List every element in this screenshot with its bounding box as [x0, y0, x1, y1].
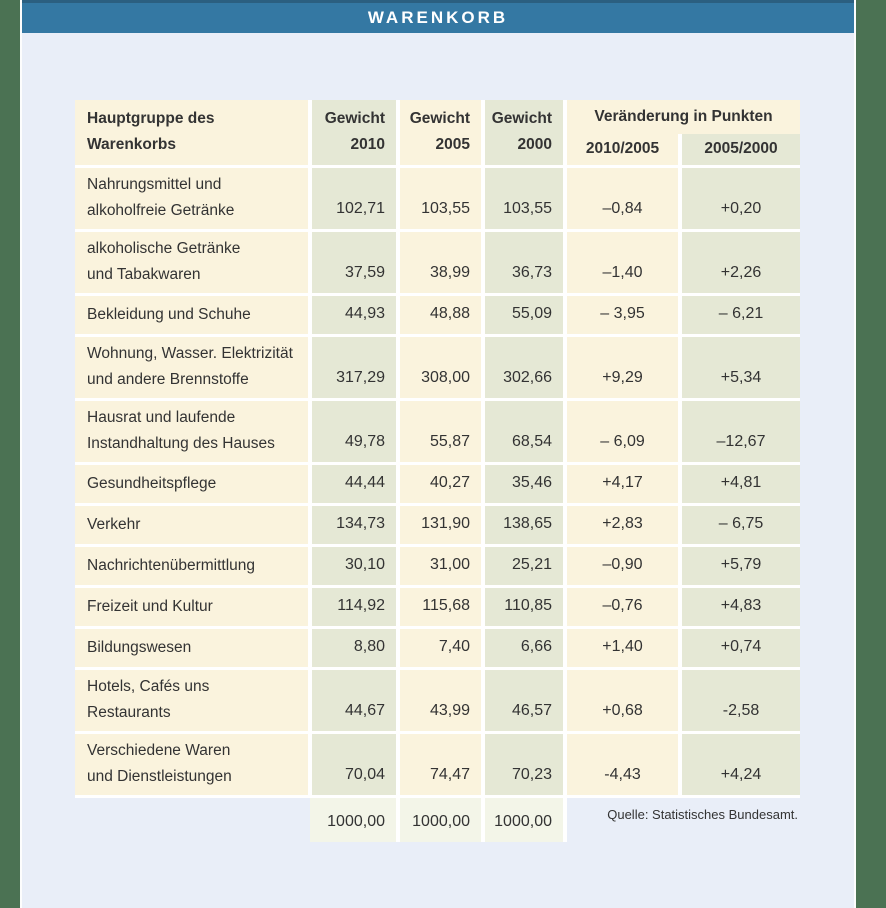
table-row — [75, 732, 800, 796]
cell-gewicht-2000: 35,46 — [483, 463, 565, 504]
cell-change-2010-2005: –0,90 — [565, 545, 680, 586]
cell-gewicht-2000: 70,23 — [483, 732, 565, 796]
cell-gewicht-2000: 36,73 — [483, 230, 565, 294]
table-row — [75, 586, 800, 627]
cell-change-2005-2000: – 6,75 — [680, 504, 800, 545]
cell-gewicht-2005: 38,99 — [398, 230, 483, 294]
row-label-line1: Nachrichtenübermittlung — [87, 556, 256, 574]
cell-gewicht-2010: 134,73 — [310, 504, 398, 545]
row-label — [75, 668, 310, 732]
row-label-line2: und Dienstleistungen — [87, 768, 232, 785]
table-row — [75, 166, 800, 230]
cell-gewicht-2010: 102,71 — [310, 166, 398, 230]
cell-gewicht-2005: 48,88 — [398, 294, 483, 335]
cell-gewicht-2000: 138,65 — [483, 504, 565, 545]
row-label-line1: Bekleidung und Schuhe — [87, 305, 251, 323]
right-edge-decoration — [854, 0, 886, 908]
total-gewicht-2005: 1000,00 — [398, 796, 483, 842]
total-row-empty — [75, 796, 310, 842]
cell-gewicht-2010: 37,59 — [310, 230, 398, 294]
row-label — [75, 335, 310, 399]
row-label — [75, 586, 310, 627]
cell-change-2010-2005: +9,29 — [565, 335, 680, 399]
cell-gewicht-2000: 103,55 — [483, 166, 565, 230]
table-row — [75, 668, 800, 732]
row-label — [75, 166, 310, 230]
cell-gewicht-2005: 308,00 — [398, 335, 483, 399]
cell-gewicht-2000: 68,54 — [483, 399, 565, 463]
cell-gewicht-2010: 30,10 — [310, 545, 398, 586]
source-note: Quelle: Statistisches Bundesamt. — [607, 806, 798, 822]
row-label-line2: und Tabakwaren — [87, 266, 201, 283]
cell-gewicht-2005: 7,40 — [398, 627, 483, 668]
cell-change-2005-2000: +4,24 — [680, 732, 800, 796]
cell-gewicht-2000: 302,66 — [483, 335, 565, 399]
row-label-line1: Gesundheitspflege — [87, 474, 217, 492]
header-hauptgruppe — [75, 100, 310, 166]
table-row — [75, 335, 800, 399]
row-label — [75, 732, 310, 796]
header-year-2000: 2000 — [517, 136, 552, 154]
cell-change-2010-2005: –1,40 — [565, 230, 680, 294]
header-veraenderung: Veränderung in Punkten — [565, 100, 800, 134]
cell-gewicht-2005: 40,27 — [398, 463, 483, 504]
cell-gewicht-2005: 55,87 — [398, 399, 483, 463]
cell-gewicht-2000: 55,09 — [483, 294, 565, 335]
header-row-top — [75, 100, 800, 134]
cell-change-2005-2000: +5,34 — [680, 335, 800, 399]
cell-change-2010-2005: -4,43 — [565, 732, 680, 796]
cell-change-2010-2005: +1,40 — [565, 627, 680, 668]
table-row — [75, 545, 800, 586]
header-year-2010: 2010 — [350, 136, 385, 154]
table-row — [75, 627, 800, 668]
cell-change-2010-2005: –0,84 — [565, 166, 680, 230]
header-year-2005: 2005 — [435, 136, 470, 154]
row-label-line2: Instandhaltung des Hauses — [87, 435, 275, 452]
warenkorb-table — [75, 100, 800, 842]
row-label-line1: alkoholische Getränke — [87, 240, 241, 257]
cell-gewicht-2010: 44,93 — [310, 294, 398, 335]
header-change-2010-2005: 2010/2005 — [565, 134, 680, 166]
row-label-line1: Hotels, Cafés uns — [87, 678, 210, 695]
cell-gewicht-2005: 115,68 — [398, 586, 483, 627]
cell-gewicht-2005: 74,47 — [398, 732, 483, 796]
header-change-2005-2000: 2005/2000 — [680, 134, 800, 166]
cell-change-2005-2000: +0,20 — [680, 166, 800, 230]
cell-change-2005-2000: –12,67 — [680, 399, 800, 463]
cell-gewicht-2000: 46,57 — [483, 668, 565, 732]
cell-change-2005-2000: +2,26 — [680, 230, 800, 294]
row-label — [75, 399, 310, 463]
row-label-line1: Freizeit und Kultur — [87, 597, 213, 615]
row-label-line1: Verkehr — [87, 515, 141, 533]
row-label — [75, 294, 310, 335]
cell-gewicht-2005: 43,99 — [398, 668, 483, 732]
row-label — [75, 463, 310, 504]
table-row — [75, 230, 800, 294]
cell-change-2005-2000: -2,58 — [680, 668, 800, 732]
cell-gewicht-2010: 70,04 — [310, 732, 398, 796]
cell-gewicht-2005: 103,55 — [398, 166, 483, 230]
header-gewicht-2010 — [310, 100, 398, 166]
table-row — [75, 463, 800, 504]
row-label-line1: Wohnung, Wasser. Elektrizität — [87, 345, 293, 362]
cell-gewicht-2010: 44,44 — [310, 463, 398, 504]
cell-gewicht-2010: 8,80 — [310, 627, 398, 668]
cell-change-2010-2005: –0,76 — [565, 586, 680, 627]
cell-gewicht-2010: 317,29 — [310, 335, 398, 399]
cell-gewicht-2010: 49,78 — [310, 399, 398, 463]
header-gewicht-2005 — [398, 100, 483, 166]
row-label — [75, 504, 310, 545]
total-gewicht-2010: 1000,00 — [310, 796, 398, 842]
cell-change-2010-2005: +2,83 — [565, 504, 680, 545]
row-label — [75, 627, 310, 668]
row-label-line1: Hausrat und laufende — [87, 409, 236, 426]
cell-gewicht-2010: 44,67 — [310, 668, 398, 732]
header-gewicht-2000 — [483, 100, 565, 166]
table-row — [75, 399, 800, 463]
left-edge-decoration — [0, 0, 22, 908]
cell-gewicht-2000: 110,85 — [483, 586, 565, 627]
warenkorb-table-container — [75, 100, 800, 842]
cell-change-2010-2005: – 3,95 — [565, 294, 680, 335]
cell-change-2010-2005: – 6,09 — [565, 399, 680, 463]
cell-gewicht-2005: 31,00 — [398, 545, 483, 586]
row-label — [75, 545, 310, 586]
cell-change-2010-2005: +0,68 — [565, 668, 680, 732]
header-gewicht-label: Gewicht — [324, 110, 385, 128]
row-label-line2: alkoholfreie Getränke — [87, 202, 235, 219]
cell-gewicht-2005: 131,90 — [398, 504, 483, 545]
header-gewicht-label: Gewicht — [491, 110, 552, 128]
header-hauptgruppe-line1: Hauptgruppe des — [87, 110, 215, 128]
total-gewicht-2000: 1000,00 — [483, 796, 565, 842]
row-label-line1: Verschiedene Waren — [87, 742, 231, 759]
cell-change-2005-2000: +0,74 — [680, 627, 800, 668]
row-label-line1: Bildungswesen — [87, 638, 192, 656]
cell-gewicht-2000: 25,21 — [483, 545, 565, 586]
cell-change-2010-2005: +4,17 — [565, 463, 680, 504]
table-row — [75, 294, 800, 335]
cell-gewicht-2000: 6,66 — [483, 627, 565, 668]
row-label-line2: Restaurants — [87, 704, 171, 721]
cell-change-2005-2000: – 6,21 — [680, 294, 800, 335]
title-bar — [22, 0, 854, 33]
table-row — [75, 504, 800, 545]
cell-change-2005-2000: +4,83 — [680, 586, 800, 627]
cell-change-2005-2000: +4,81 — [680, 463, 800, 504]
cell-change-2005-2000: +5,79 — [680, 545, 800, 586]
row-label-line2: und andere Brennstoffe — [87, 371, 249, 388]
header-gewicht-label: Gewicht — [409, 110, 470, 128]
header-hauptgruppe-line2: Warenkorbs — [87, 136, 177, 154]
total-row — [75, 796, 800, 842]
row-label-line1: Nahrungsmittel und — [87, 176, 222, 193]
cell-gewicht-2010: 114,92 — [310, 586, 398, 627]
page-title: WARENKORB — [367, 8, 509, 27]
row-label — [75, 230, 310, 294]
